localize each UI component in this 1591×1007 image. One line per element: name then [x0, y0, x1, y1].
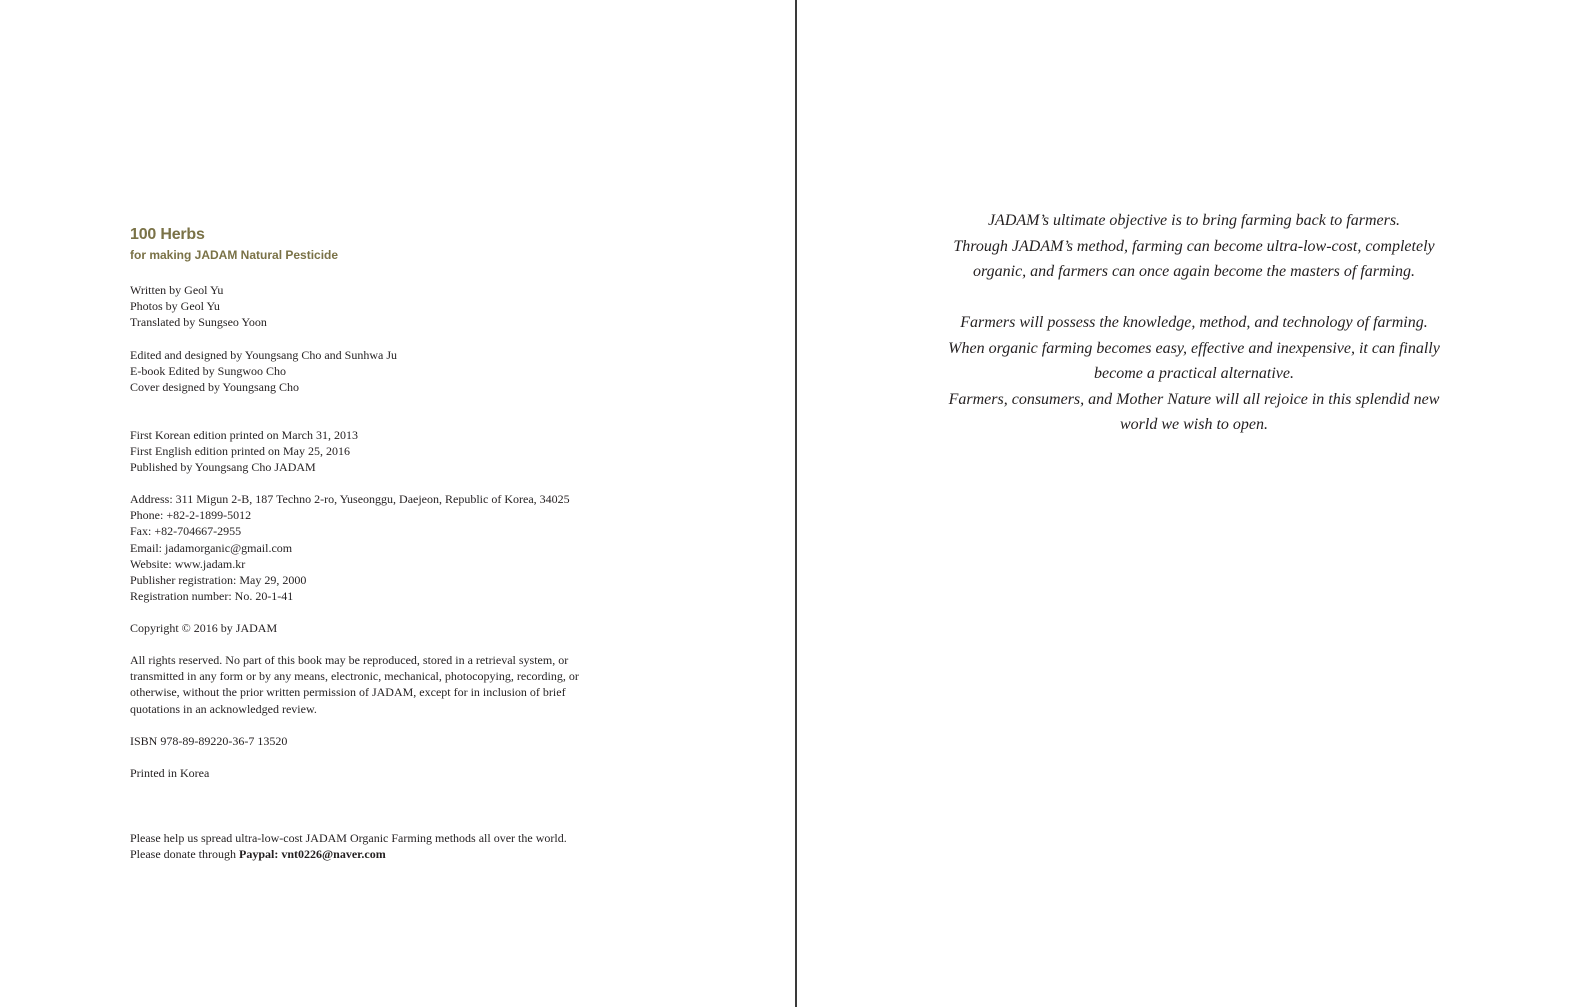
- book-title: 100 Herbs: [130, 226, 205, 243]
- website: Website: www.jadam.kr: [130, 556, 246, 571]
- registration-number: Registration number: No. 20-1-41: [130, 589, 294, 604]
- donate-block: [130, 830, 567, 862]
- mission-line: Through JADAM’s method, farming can become ultra-low-cost, completely: [953, 237, 1435, 255]
- printed-block: [130, 765, 209, 781]
- email: Email: jadamorganic@gmail.com: [130, 540, 293, 555]
- mission-line: organic, and farmers can once again become the masters of farming.: [972, 263, 1415, 280]
- phone: Phone: +82-2-1899-5012: [130, 508, 252, 523]
- mission-line: world we wish to open.: [1119, 416, 1268, 433]
- rights-line: otherwise, without the prior written permission of JADAM, except for in inclusion of brief: [130, 685, 566, 700]
- printed-in: Printed in Korea: [130, 766, 210, 780]
- mission-line: Farmers will possess the knowledge, method, and technology of farming.: [960, 314, 1428, 331]
- mission-line: become a practical alternative.: [1094, 365, 1294, 382]
- rights-line: transmitted in any form or by any means, electronic, mechanical, photocopying, recording, or: [130, 669, 579, 684]
- fax: Fax: +82-704667-2955: [130, 524, 242, 539]
- address: Address: 311 Migun 2-B, 187 Techno 2-ro, Yuseonggu, Daejeon, Republic of Korea, 34025: [130, 492, 570, 506]
- mission-line: When organic farming becomes easy, effective and inexpensive, it can finally: [948, 339, 1440, 357]
- edition-english: First English edition printed on May 25, 2016: [130, 444, 350, 459]
- mission-line: Farmers, consumers, and Mother Nature will all rejoice in this splendid new: [948, 390, 1440, 408]
- credit-cover: Cover designed by Youngsang Cho: [130, 380, 300, 395]
- mission-paragraph-1: [797, 208, 1591, 285]
- edition-korean: First Korean edition printed on March 31, 2013: [130, 428, 358, 442]
- credit-editor: Edited and designed by Youngsang Cho and Sunhwa Ju: [130, 348, 397, 362]
- publisher: Published by Youngsang Cho JADAM: [130, 460, 316, 475]
- mission-line: JADAM’s ultimate objective is to bring farming back to farmers.: [987, 212, 1401, 229]
- editions-block: [130, 427, 358, 476]
- credit-translator: Translated by Sungseo Yoon: [130, 315, 267, 330]
- credits-block: [130, 282, 267, 331]
- publisher-registration: Publisher registration: May 29, 2000: [130, 573, 307, 588]
- rights-line: All rights reserved. No part of this book may be reproduced, stored in a retrieval system, or: [130, 653, 569, 667]
- mission-paragraph-2: [797, 310, 1591, 438]
- rights-block: [130, 652, 579, 717]
- isbn-block: [130, 733, 287, 749]
- contact-block: [130, 491, 570, 604]
- credit-author: Written by Geol Yu: [130, 283, 224, 297]
- donate-line: Please help us spread ultra-low-cost JADAM Organic Farming methods all over the world.: [130, 831, 567, 845]
- isbn: ISBN 978-89-89220-36-7 13520: [130, 734, 288, 748]
- credit-ebook-editor: E-book Edited by Sungwoo Cho: [130, 364, 286, 379]
- rights-line: quotations in an acknowledged review.: [130, 701, 317, 716]
- credit-photos: Photos by Geol Yu: [130, 299, 220, 314]
- donate-prefix: Please donate through: [130, 847, 239, 862]
- left-page: [0, 0, 795, 1007]
- copyright-block: [130, 620, 277, 636]
- right-page: [797, 0, 1591, 1007]
- book-subtitle: for making JADAM Natural Pesticide: [130, 248, 339, 262]
- design-credits-block: [130, 347, 397, 396]
- copyright: Copyright © 2016 by JADAM: [130, 621, 278, 635]
- donate-paypal-line: [130, 846, 567, 862]
- paypal-address: Paypal: vnt0226@naver.com: [238, 847, 386, 862]
